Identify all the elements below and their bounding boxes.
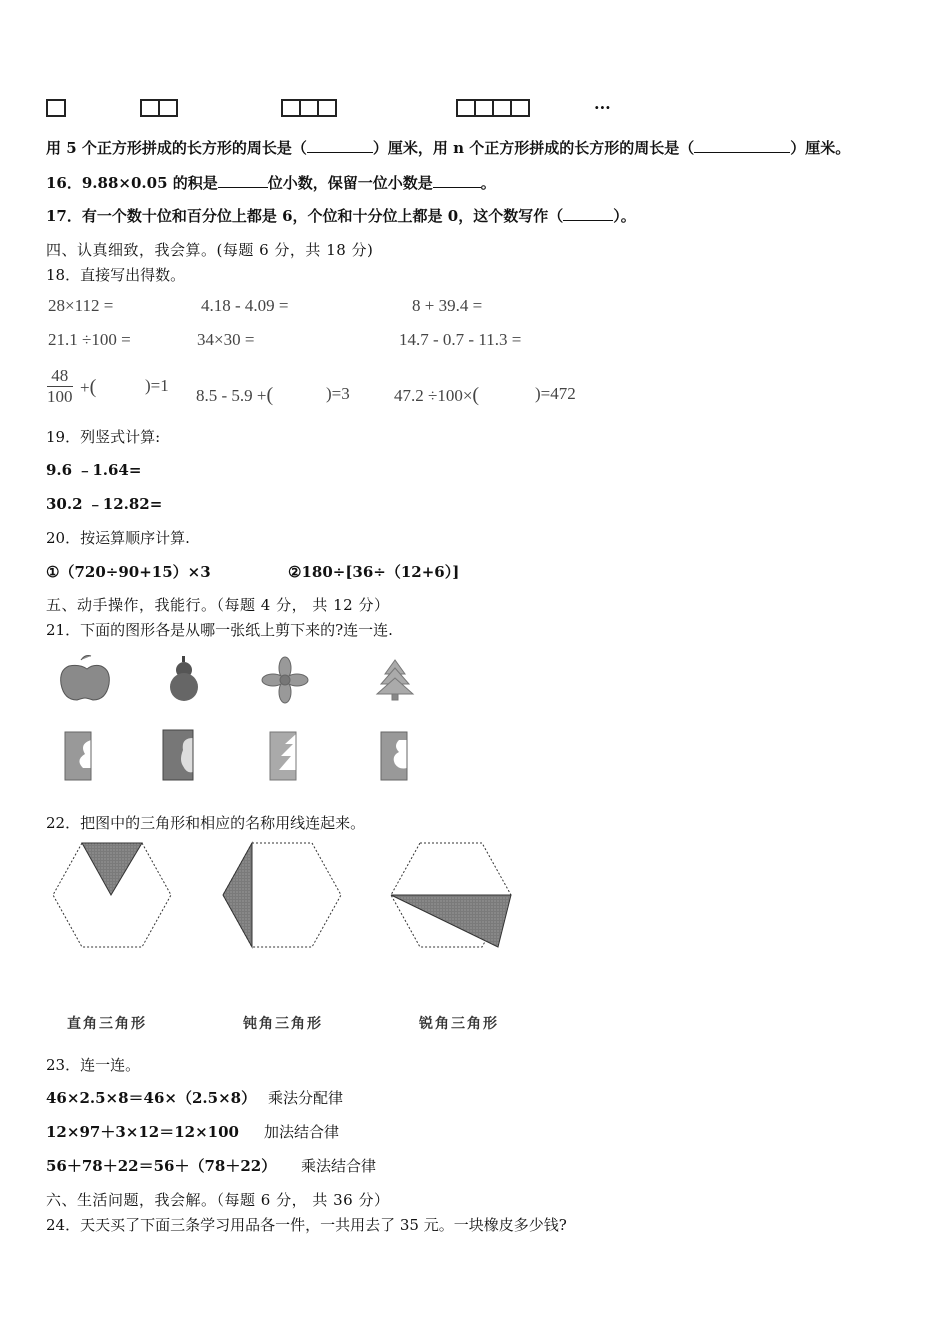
label-right-triangle: 直角三角形 <box>67 1016 147 1032</box>
gourd-shape-icon <box>170 656 198 701</box>
q16: 16．9.88×0.05 的积是 位小数，保留一位小数是 。 <box>46 174 496 192</box>
ellipsis: ··· <box>594 98 611 117</box>
hexagon-1 <box>53 843 171 947</box>
fraction <box>47 366 73 407</box>
q20-expr-1: ①（720÷90+15）×3 <box>46 563 211 581</box>
q21-title: 21．下面的图形各是从哪一张纸上剪下来的?连一连. <box>46 621 393 639</box>
calc-8-result: )=3 <box>326 384 350 403</box>
hexagon-2 <box>223 843 341 947</box>
q23-title: 23．连一连。 <box>46 1056 141 1074</box>
apple-shape-icon <box>61 656 110 701</box>
calc-6: 14.7 - 0.7 - 11.3 = <box>399 330 522 349</box>
section-4-title: 四、认真细致，我会算。(每题 6 分，共 18 分) <box>46 241 374 259</box>
q18-title: 18．直接写出得数。 <box>46 266 186 284</box>
q23-law-1: 乘法分配律 <box>268 1089 344 1107</box>
calc-3: 8 + 39.4 = <box>412 296 483 315</box>
paper-4-icon <box>381 732 407 780</box>
q19-expr-1: 9.6 ﹣1.64= <box>46 461 142 479</box>
q23-expr-1: 46×2.5×8＝46×（2.5×8） <box>46 1089 257 1107</box>
calc-8: 8.5 - 5.9 +( <box>196 384 274 406</box>
cutout-figures <box>55 652 435 787</box>
q23-law-2: 加法结合律 <box>264 1123 340 1141</box>
q22-title: 22．把图中的三角形和相应的名称用线连起来。 <box>46 814 366 832</box>
q24-title: 24．天天买了下面三条学习用品各一件，一共用去了 35 元。一块橡皮多少钱? <box>46 1216 567 1234</box>
calc-4: 21.1 ÷100 = <box>48 330 131 349</box>
calc-9-result: )=472 <box>535 384 576 403</box>
q20-expr-2: ②180÷[36÷（12+6）] <box>288 563 460 581</box>
flower-shape-icon <box>262 657 308 703</box>
squares-4 <box>456 99 528 117</box>
calc-7-result: )=1 <box>145 376 169 395</box>
tree-shape-icon <box>377 660 413 700</box>
q17: 17．有一个数十位和百分位上都是 6，个位和十分位上都是 0，这个数写作（ ）。 <box>46 207 636 225</box>
paper-1-icon <box>65 732 91 780</box>
calc-5: 34×30 = <box>197 330 255 349</box>
q15-text: 用 5 个正方形拼成的长方形的周长是（ ）厘米，用 n 个正方形拼成的长方形的周长是（ ）厘米。 <box>46 139 851 157</box>
q19-title: 19．列竖式计算: <box>46 428 161 446</box>
q19-expr-2: 30.2 ﹣12.82= <box>46 495 163 513</box>
hexagon-figures <box>50 840 520 950</box>
q23-expr-3: 56＋78＋22＝56＋（78＋22） <box>46 1157 277 1175</box>
section-5-title: 五、动手操作，我能行。（每题 4 分， 共 12 分） <box>46 596 390 614</box>
label-acute-triangle: 锐角三角形 <box>419 1016 499 1032</box>
q20-title: 20．按运算顺序计算. <box>46 529 190 547</box>
squares-2 <box>140 99 176 117</box>
q23-expr-2: 12×97＋3×12＝12×100 <box>46 1123 239 1141</box>
fraction-numerator: 48 <box>47 366 73 387</box>
paper-2-icon <box>163 730 193 780</box>
calc-9: 47.2 ÷100×( <box>394 384 480 406</box>
calc-2: 4.18 - 4.09 = <box>201 296 289 315</box>
q23-law-3: 乘法结合律 <box>301 1157 377 1175</box>
calc-1: 28×112 = <box>48 296 114 315</box>
section-6-title: 六、生活问题，我会解。（每题 6 分， 共 36 分） <box>46 1191 390 1209</box>
fraction-denominator: 100 <box>47 387 73 406</box>
squares-3 <box>281 99 335 117</box>
calc-7-plus: +( <box>80 376 97 398</box>
squares-1 <box>46 99 64 117</box>
hexagon-3 <box>391 843 511 947</box>
paper-3-icon <box>270 732 296 780</box>
label-obtuse-triangle: 钝角三角形 <box>243 1016 323 1032</box>
